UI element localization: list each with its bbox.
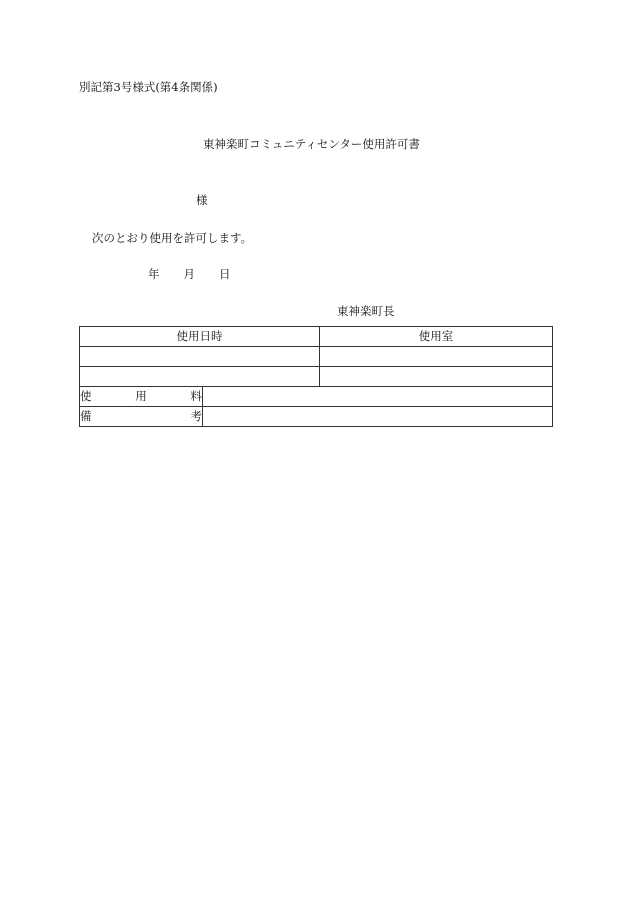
header-datetime: 使用日時 [80,327,320,347]
issuer: 東神楽町長 [337,304,395,318]
addressee-suffix: 様 [196,193,208,207]
permission-statement: 次のとおり使用を許可します。 [92,231,253,245]
datetime-cell[interactable] [80,347,320,367]
date-day: 日 [219,267,231,281]
date-month: 月 [183,267,195,281]
fee-value[interactable] [203,387,553,407]
header-room: 使用室 [320,327,553,347]
table-header-row [80,327,553,347]
table-row [80,367,553,387]
remarks-value[interactable] [203,407,553,427]
datetime-cell[interactable] [80,367,320,387]
usage-table [79,326,553,427]
date-year: 年 [148,267,160,281]
table-row [80,347,553,367]
fee-label: 使 用 料 [80,387,203,407]
fee-row [80,387,553,407]
document-title: 東神楽町コミュニティセンター使用許可書 [203,137,420,151]
remarks-label: 備 考 [80,407,203,427]
form-label: 別記第3号様式(第4条関係) [79,80,218,94]
date-line [148,267,231,281]
remarks-row [80,407,553,427]
room-cell[interactable] [320,347,553,367]
room-cell[interactable] [320,367,553,387]
